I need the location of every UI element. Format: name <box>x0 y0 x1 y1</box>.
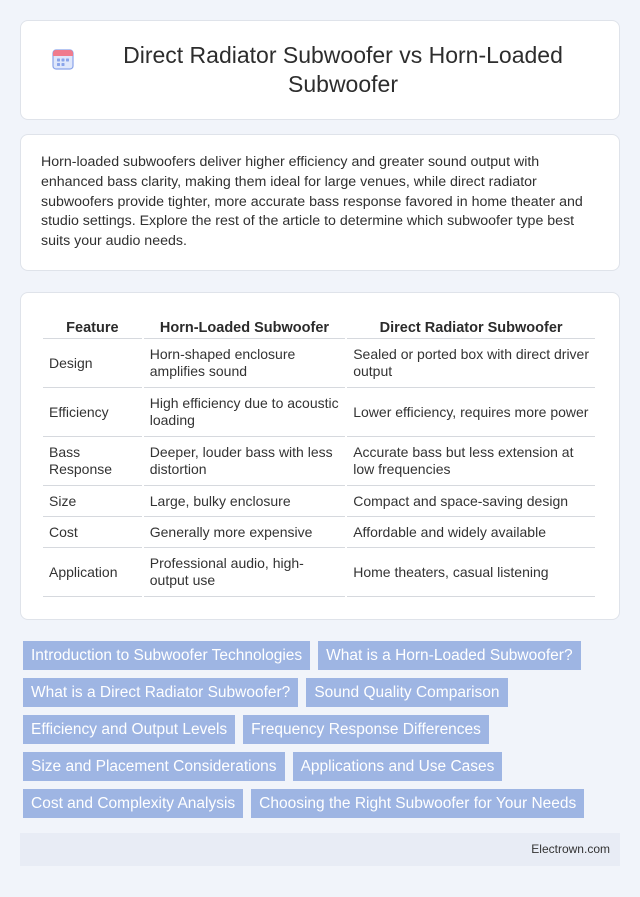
comparison-table <box>41 313 597 597</box>
link-efficiency[interactable]: Efficiency and Output Levels <box>23 715 235 744</box>
intro-card <box>20 134 620 271</box>
table-cell: Size <box>43 486 142 517</box>
link-row <box>23 752 623 781</box>
table-row <box>43 388 595 437</box>
link-size-placement[interactable]: Size and Placement Considerations <box>23 752 285 781</box>
link-sound-quality[interactable]: Sound Quality Comparison <box>306 678 507 707</box>
table-row <box>43 339 595 388</box>
link-row <box>23 715 623 744</box>
table-row <box>43 517 595 548</box>
table-header-row <box>43 313 595 339</box>
comparison-table-card <box>20 292 620 620</box>
table-header-feature: Feature <box>43 313 142 339</box>
table-header-direct: Direct Radiator Subwoofer <box>347 313 595 339</box>
page-title: Direct Radiator Subwoofer vs Horn-Loaded Subwoofer <box>123 42 563 97</box>
table-row <box>43 486 595 517</box>
link-direct-radiator[interactable]: What is a Direct Radiator Subwoofer? <box>23 678 298 707</box>
table-cell: Home theaters, casual listening <box>347 548 595 597</box>
link-applications[interactable]: Applications and Use Cases <box>293 752 503 781</box>
table-cell: Lower efficiency, requires more power <box>347 388 595 437</box>
link-row <box>23 789 623 818</box>
table-cell: Compact and space-saving design <box>347 486 595 517</box>
table-cell: Professional audio, high-output use <box>144 548 345 597</box>
table-cell: High efficiency due to acoustic loading <box>144 388 345 437</box>
link-horn-loaded[interactable]: What is a Horn-Loaded Subwoofer? <box>318 641 580 670</box>
link-choosing[interactable]: Choosing the Right Subwoofer for Your Needs <box>251 789 584 818</box>
table-row <box>43 437 595 486</box>
table-cell: Design <box>43 339 142 388</box>
intro-paragraph: Horn-loaded subwoofers deliver higher efficiency and greater sound output with enhanced bass clarity, making them ideal for large venues, while direct radiator subwoofers provide tighter, more accurate bass response favored in home theater and studio settings. Explore the rest of the article to determine which subwoofer type best suits your audio needs. <box>41 154 583 250</box>
table-cell: Cost <box>43 517 142 548</box>
table-cell: Deeper, louder bass with less distortion <box>144 437 345 486</box>
link-row <box>23 678 623 707</box>
title-card <box>20 20 620 120</box>
table-cell: Affordable and widely available <box>347 517 595 548</box>
table-cell: Accurate bass but less extension at low frequencies <box>347 437 595 486</box>
link-row <box>23 641 623 670</box>
footer-site-name[interactable]: Electrown.com <box>531 842 610 856</box>
table-cell: Sealed or ported box with direct driver output <box>347 339 595 388</box>
table-cell: Horn-shaped enclosure amplifies sound <box>144 339 345 388</box>
table-cell: Large, bulky enclosure <box>144 486 345 517</box>
link-frequency-response[interactable]: Frequency Response Differences <box>243 715 489 744</box>
title-wrap <box>51 41 589 99</box>
calendar-icon <box>51 47 75 71</box>
table-cell: Bass Response <box>43 437 142 486</box>
link-introduction[interactable]: Introduction to Subwoofer Technologies <box>23 641 310 670</box>
topic-links <box>23 641 623 826</box>
table-cell: Efficiency <box>43 388 142 437</box>
table-cell: Generally more expensive <box>144 517 345 548</box>
footer <box>20 833 620 866</box>
table-cell: Application <box>43 548 142 597</box>
link-cost-complexity[interactable]: Cost and Complexity Analysis <box>23 789 243 818</box>
table-header-horn: Horn-Loaded Subwoofer <box>144 313 345 339</box>
table-row <box>43 548 595 597</box>
